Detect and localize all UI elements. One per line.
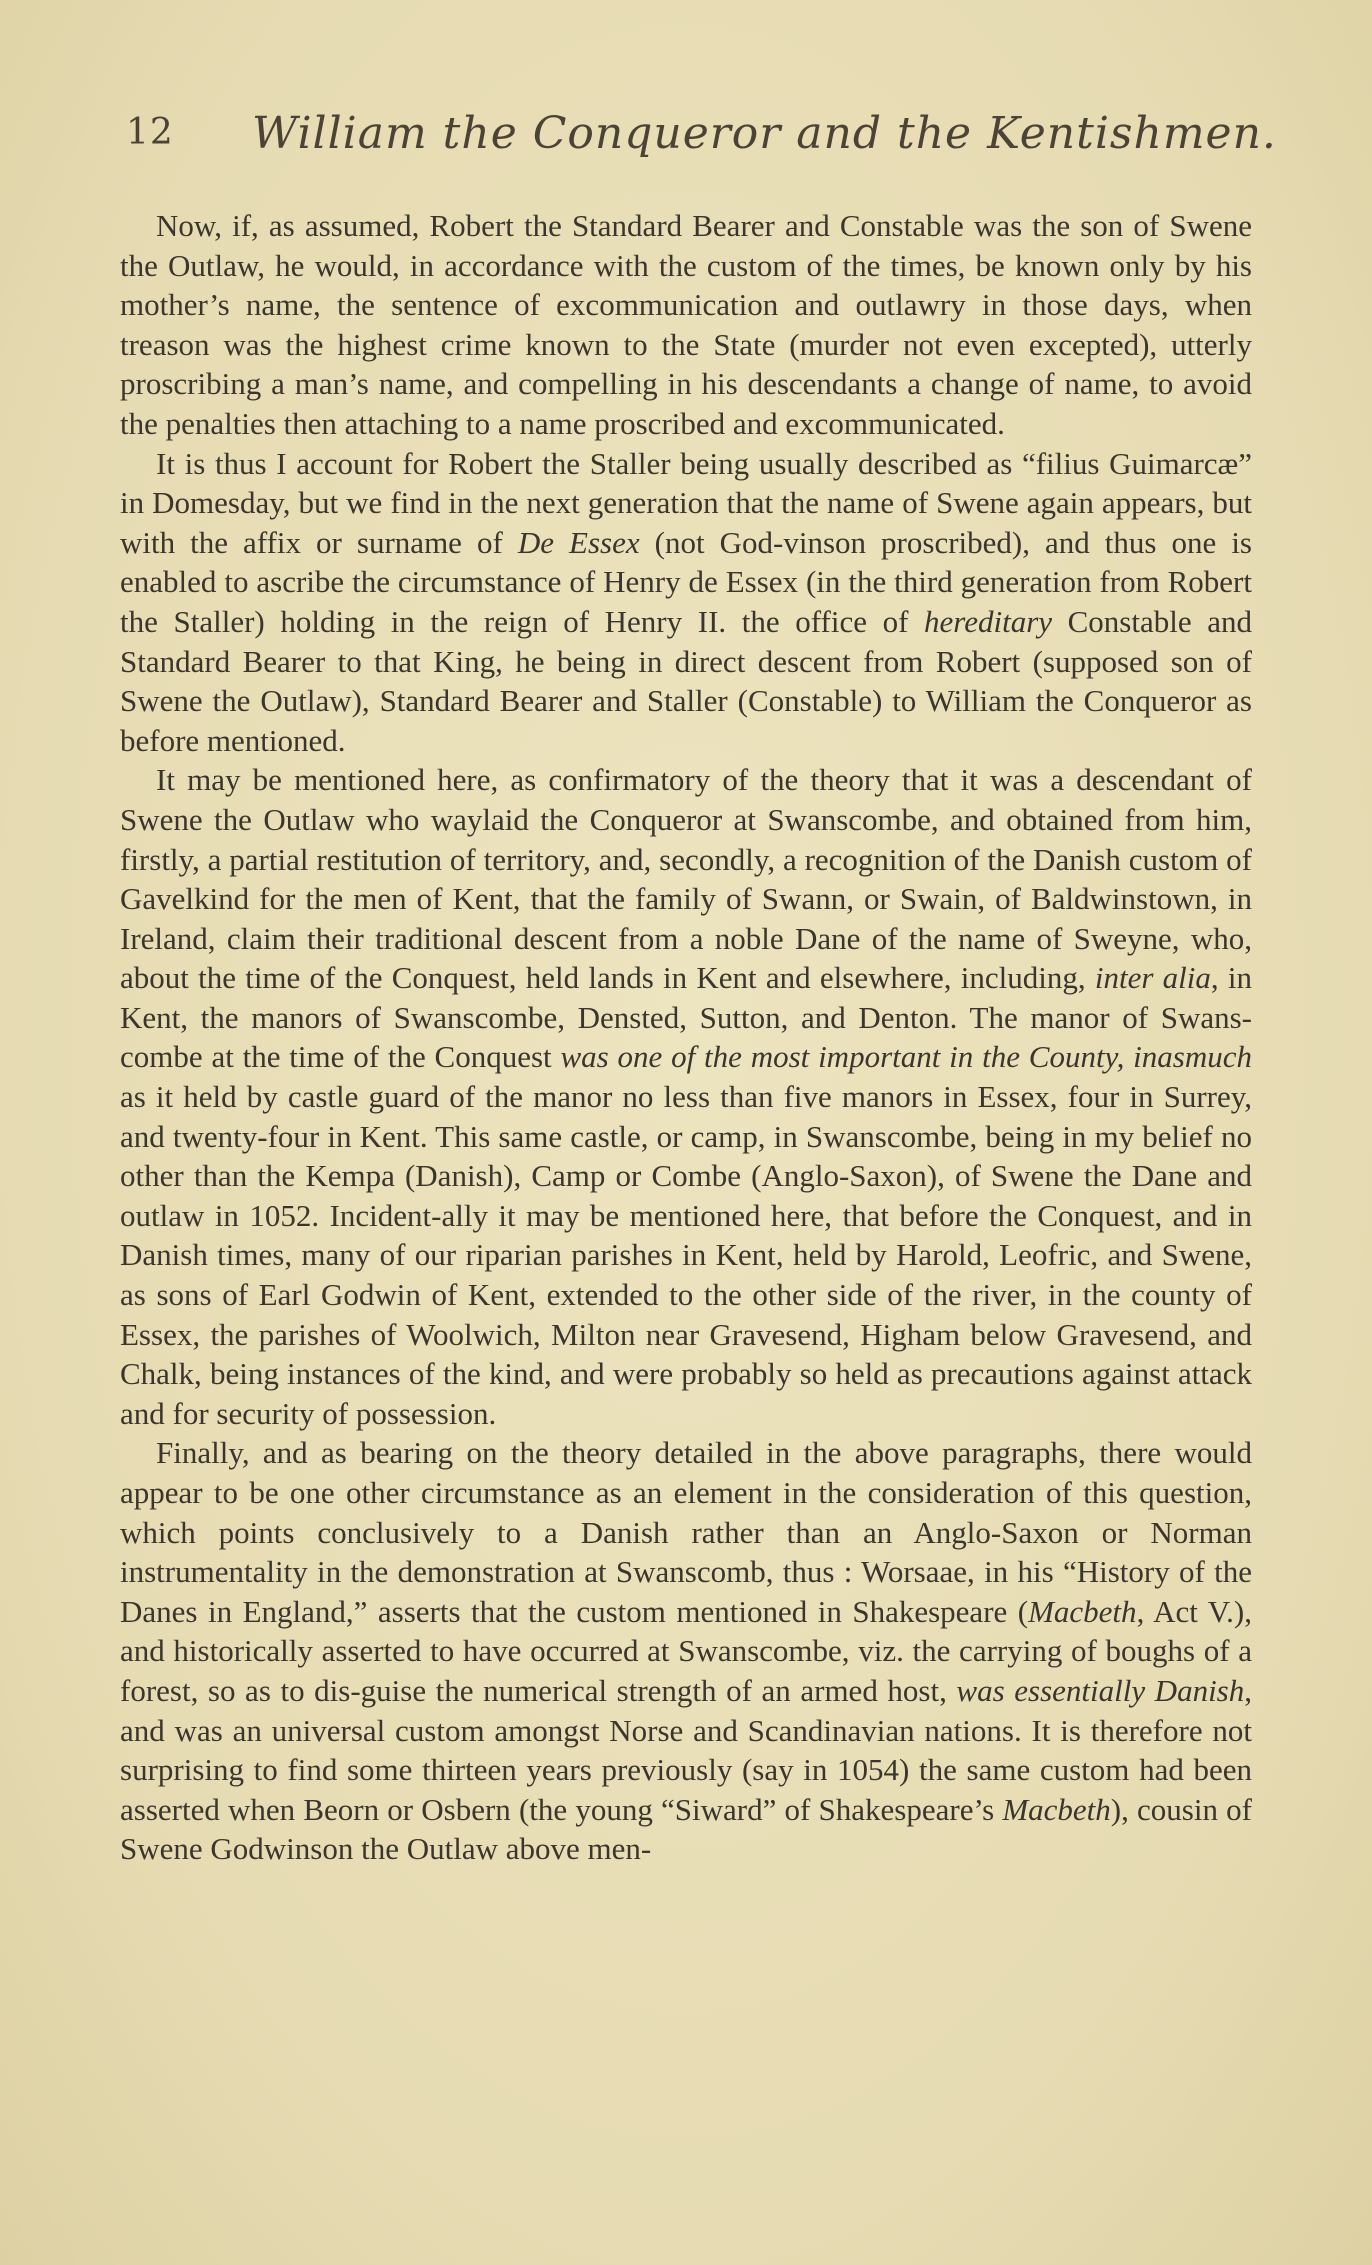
page-number: 12 bbox=[126, 112, 174, 153]
text-run: ), cousin of Swene Godwinson the Outlaw above men- bbox=[120, 1791, 1252, 1867]
italic-run: inter alia bbox=[1094, 960, 1211, 996]
text-run: , Act V.), and historically asserted to have occurred at Swanscombe, viz. the carrying of boughs of a forest, so as to dis-guise the numerical strength of an armed host, bbox=[120, 1593, 1252, 1708]
text-run: Constable and Standard Bearer to that King, he being in direct descent from Robert (supposed son of Swene the Outlaw), Standard Bearer and Staller (Constable) to William the Conqueror as before mentioned. bbox=[120, 603, 1252, 758]
text-run: as it held by castle guard of the manor no less than five manors in Essex, four in Surrey, and twenty-four in Kent. This same castle, or camp, in Swanscombe, being in my belief no other than the Kempa (Danish), Camp or Combe (Anglo-Saxon), of Swene the Dane and outlaw in 1052. Incident-ally it may be mentioned here, that before the Conquest, and in Danish times, many of our riparian parishes in Kent, held by Harold, Leofric, and Swene, as sons of Earl Godwin of Kent, extended to the other side of the river, in the county of Essex, the parishes of Woolwich, Milton near Gravesend, Higham below Gravesend, and Chalk, being instances of the kind, and were probably so held as precautions against attack and for security of possession. bbox=[120, 1079, 1252, 1431]
body-text bbox=[120, 206, 1252, 1869]
text-run: It may be mentioned here, as confirmatory of the theory that it was a descendant of Swene the Outlaw who waylaid the Conqueror at Swanscombe, and obtained from him, firstly, a partial restitution of territory, and, secondly, a recognition of the Danish custom of Gavelkind for the men of Kent, that the family of Swann, or Swain, of Baldwinstown, in Ireland, claim their traditional descent from a noble Dane of the name of Sweyne, who, about the time of the Conquest, held lands in Kent and elsewhere, including, bbox=[120, 762, 1252, 996]
italic-run: hereditary bbox=[924, 603, 1053, 639]
italic-run: was one of the most important in the County, inasmuch bbox=[560, 1039, 1252, 1075]
text-run: , and was an universal custom amongst Norse and Scandinavian nations. It is therefore not surprising to find some thirteen years previously (say in 1054) the same custom had been asserted when Beorn or Osbern (the young “Siward” of Shakespeare’s bbox=[120, 1672, 1252, 1827]
text-run: (not God-vinson proscribed), and thus one is enabled to ascribe the circumstance of Henry de Essex (in the third generation from Robert the Staller) holding in the reign of Henry II. the office of bbox=[120, 524, 1253, 639]
paragraph-1 bbox=[120, 206, 1252, 444]
italic-run: was essentially Danish bbox=[956, 1672, 1245, 1708]
page-header bbox=[126, 108, 1277, 168]
italic-run: Macbeth bbox=[1002, 1791, 1111, 1827]
italic-run: De Essex bbox=[517, 524, 640, 560]
paragraph-3 bbox=[120, 760, 1252, 1433]
text-run: , in Kent, the manors of Swanscombe, Densted, Sutton, and Denton. The manor of Swans-combe at the time of the Conquest bbox=[120, 960, 1252, 1075]
text-run: Now, if, as assumed, Robert the Standard Bearer and Constable was the son of Swene the Outlaw, he would, in accordance with the custom of the times, be known only by his mother’s name, the sentence of excommunication and outlawry in those days, when treason was the highest crime known to the State (murder not even excepted), utterly proscribing a man’s name, and compelling in his descendants a change of name, to avoid the penalties then attaching to a name proscribed and excommunicated. bbox=[120, 208, 1252, 441]
text-run: Finally, and as bearing on the theory detailed in the above paragraphs, there would appear to be one other circumstance as an element in the consideration of this question, which points conclusively to a Danish rather than an Anglo-Saxon or Norman instrumentality in the demonstration at Swanscomb, thus : Worsaae, in his “History of the Danes in England,” asserts that the custom mentioned in Shakespeare ( bbox=[120, 1435, 1252, 1629]
paragraph-4 bbox=[120, 1433, 1252, 1869]
italic-run: Macbeth bbox=[1028, 1593, 1137, 1629]
paragraph-2 bbox=[120, 444, 1252, 761]
text-run: It is thus I account for Robert the Staller being usually described as “filius Guimarcæ” in Domesday, but we find in the next generation that the name of Swene again appears, but with the affix or surname of bbox=[120, 445, 1252, 560]
running-title: William the Conqueror and the Kentishmen. bbox=[252, 108, 1277, 159]
